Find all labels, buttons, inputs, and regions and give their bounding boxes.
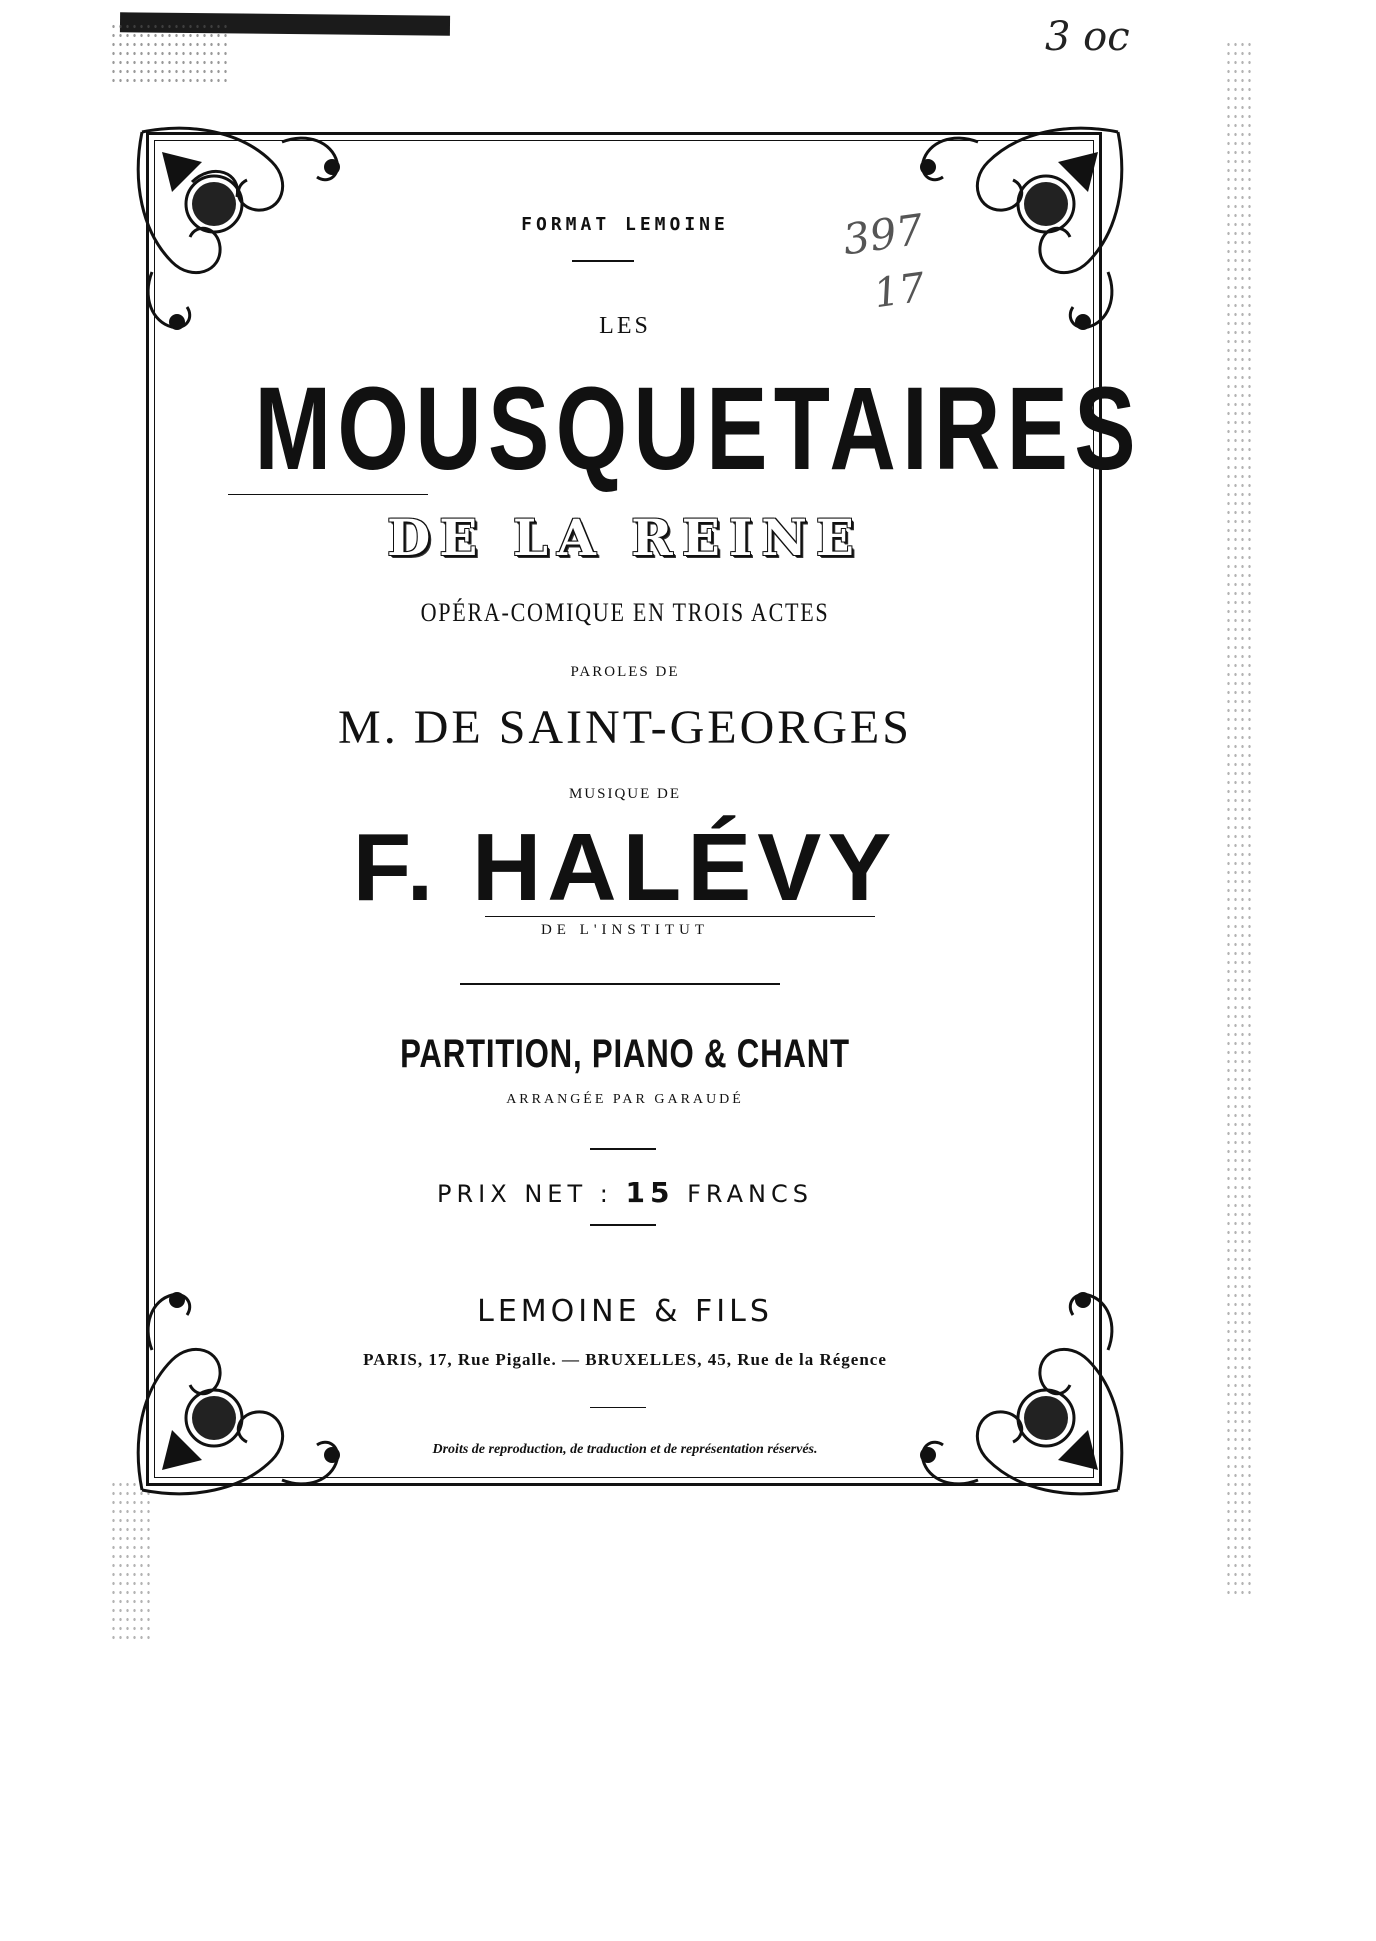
scan-speckle — [110, 1480, 150, 1640]
composer-name: F. HALÉVY — [352, 814, 898, 921]
handwritten-annotation: 3 oc — [1045, 14, 1130, 60]
divider — [590, 1148, 656, 1150]
publisher-name: LEMOINE & FILS — [477, 1294, 773, 1329]
divider — [572, 260, 634, 262]
music-label: MUSIQUE DE — [568, 786, 682, 802]
rights-notice: Droits de reproduction, de traduction et de représentation réservés. — [432, 1442, 818, 1457]
publisher-address: PARIS, 17, Rue Pigalle. — BRUXELLES, 45, Rue de la Régence — [363, 1350, 887, 1369]
lyrics-label: PAROLES DE — [570, 664, 680, 680]
scan-speckle — [1225, 40, 1253, 1600]
librettist-name: M. DE SAINT-GEORGES — [338, 701, 912, 754]
divider — [228, 494, 428, 495]
price-line — [150, 1176, 1100, 1209]
opera-subtitle: DE LA REINE — [386, 508, 864, 567]
decorative-frame-inner — [154, 140, 1142, 1478]
composer-affiliation: DE L'INSTITUT — [540, 922, 710, 938]
edition-title: PARTITION, PIANO & CHANT — [400, 1032, 850, 1076]
divider — [590, 1224, 656, 1226]
title-article: LES — [599, 313, 651, 339]
ornamental-divider — [460, 983, 780, 985]
handwritten-shelfmark: 17 — [871, 264, 928, 318]
handwritten-shelfmark: 397 — [839, 204, 927, 265]
genre-line: OPÉRA-COMIQUE EN TROIS ACTES — [420, 598, 830, 627]
price-currency: FRANCS — [687, 1180, 813, 1208]
arranger-line: ARRANGÉE PAR GARAUDÉ — [506, 1092, 744, 1107]
format-line: FORMAT LEMOINE — [521, 214, 729, 235]
scan-speckle — [110, 22, 230, 82]
divider — [590, 1407, 646, 1408]
price-value: 15 — [625, 1176, 675, 1209]
divider — [485, 916, 875, 917]
price-prefix: PRIX NET : — [437, 1180, 613, 1208]
opera-title: MOUSQUETAIRES — [254, 363, 1142, 495]
